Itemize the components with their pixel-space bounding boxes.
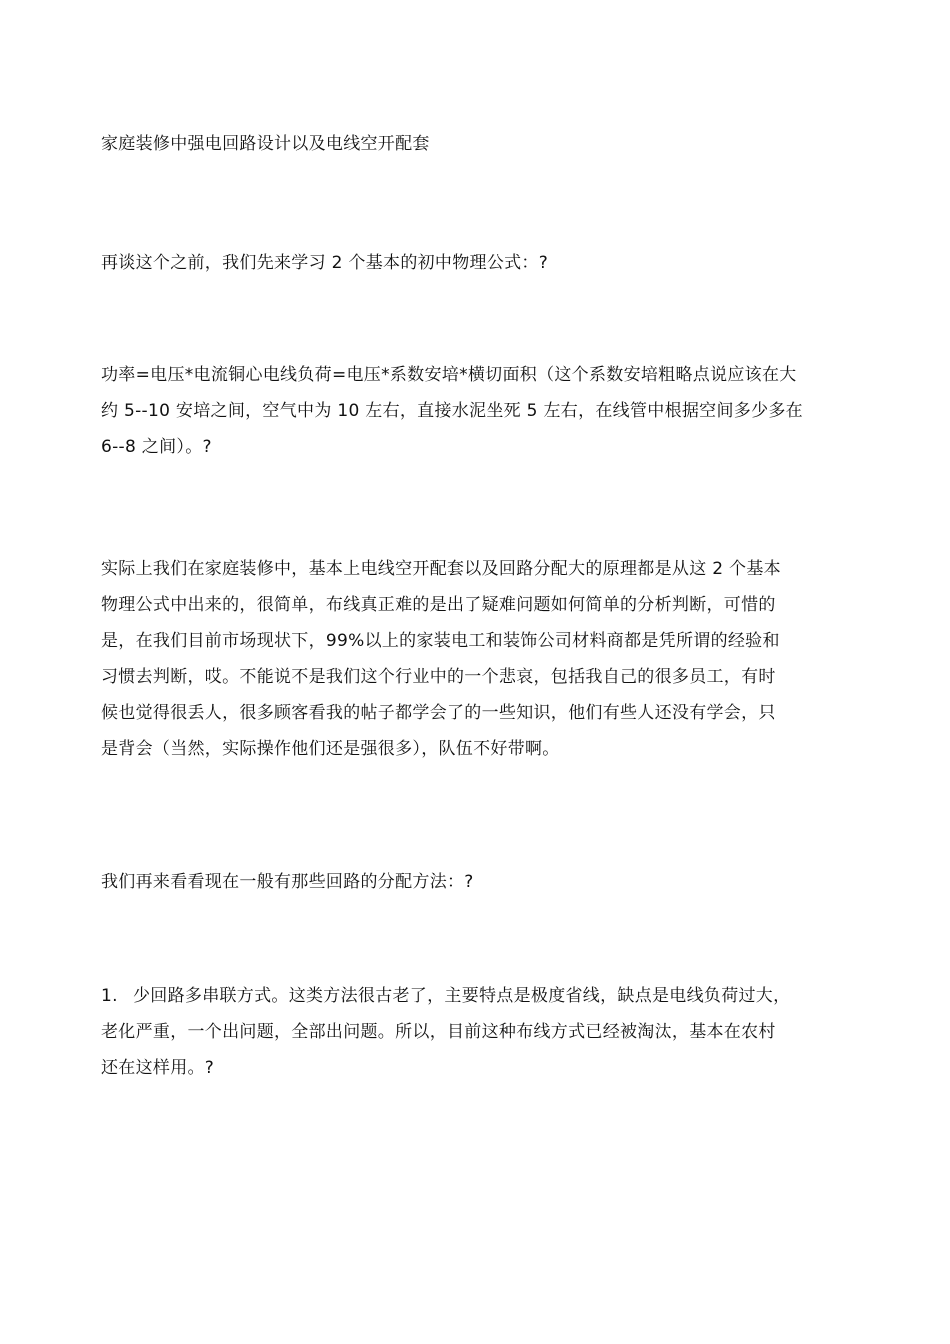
formula-line: 6--8 之间）。? bbox=[101, 437, 212, 457]
body-line: 是，在我们目前市场现状下，99%以上的家装电工和装饰公司材料商都是凭所谓的经验和 bbox=[101, 631, 780, 651]
document-title bbox=[101, 126, 853, 162]
list-item-line: 老化严重，一个出问题，全部出问题。所以，目前这种布线方式已经被淘汰，基本在农村 bbox=[101, 1022, 776, 1042]
list-item-line: 还在这样用。? bbox=[101, 1058, 215, 1078]
list-item bbox=[101, 978, 853, 1086]
formula-line: 约 5--10 安培之间，空气中为 10 左右，直接水泥坐死 5 左右，在线管中根据空间多少多在 bbox=[101, 401, 803, 421]
methods-intro-paragraph bbox=[101, 864, 853, 900]
intro-text: 再谈这个之前，我们先来学习 2 个基本的初中物理公式：? bbox=[101, 253, 549, 273]
methods-intro-text: 我们再来看看现在一般有那些回路的分配方法：? bbox=[101, 872, 474, 892]
body-line: 候也觉得很丢人，很多顾客看我的帖子都学会了的一些知识，他们有些人还没有学会，只 bbox=[101, 703, 776, 723]
title-text: 家庭装修中强电回路设计以及电线空开配套 bbox=[101, 134, 430, 154]
formula-line: 功率=电压*电流铜心电线负荷=电压*系数安培*横切面积（这个系数安培粗略点说应该在大 bbox=[101, 365, 797, 385]
body-line: 实际上我们在家庭装修中，基本上电线空开配套以及回路分配大的原理都是从这 2 个基本 bbox=[101, 559, 781, 579]
intro-paragraph bbox=[101, 245, 853, 281]
body-line: 是背会（当然，实际操作他们还是强很多），队伍不好带啊。 bbox=[101, 739, 560, 759]
list-item-number: 1. bbox=[101, 986, 118, 1006]
body-paragraph bbox=[101, 551, 853, 767]
list-item-text: 少回路多串联方式。这类方法很古老了，主要特点是极度省线，缺点是电线负荷过大， bbox=[133, 986, 791, 1006]
list-item-line bbox=[101, 978, 853, 1014]
formula-paragraph bbox=[101, 357, 853, 465]
body-line: 物理公式中出来的，很简单，布线真正难的是出了疑难问题如何简单的分析判断，可惜的 bbox=[101, 595, 776, 615]
body-line: 习惯去判断，哎。不能说不是我们这个行业中的一个悲哀，包括我自己的很多员工，有时 bbox=[101, 667, 776, 687]
